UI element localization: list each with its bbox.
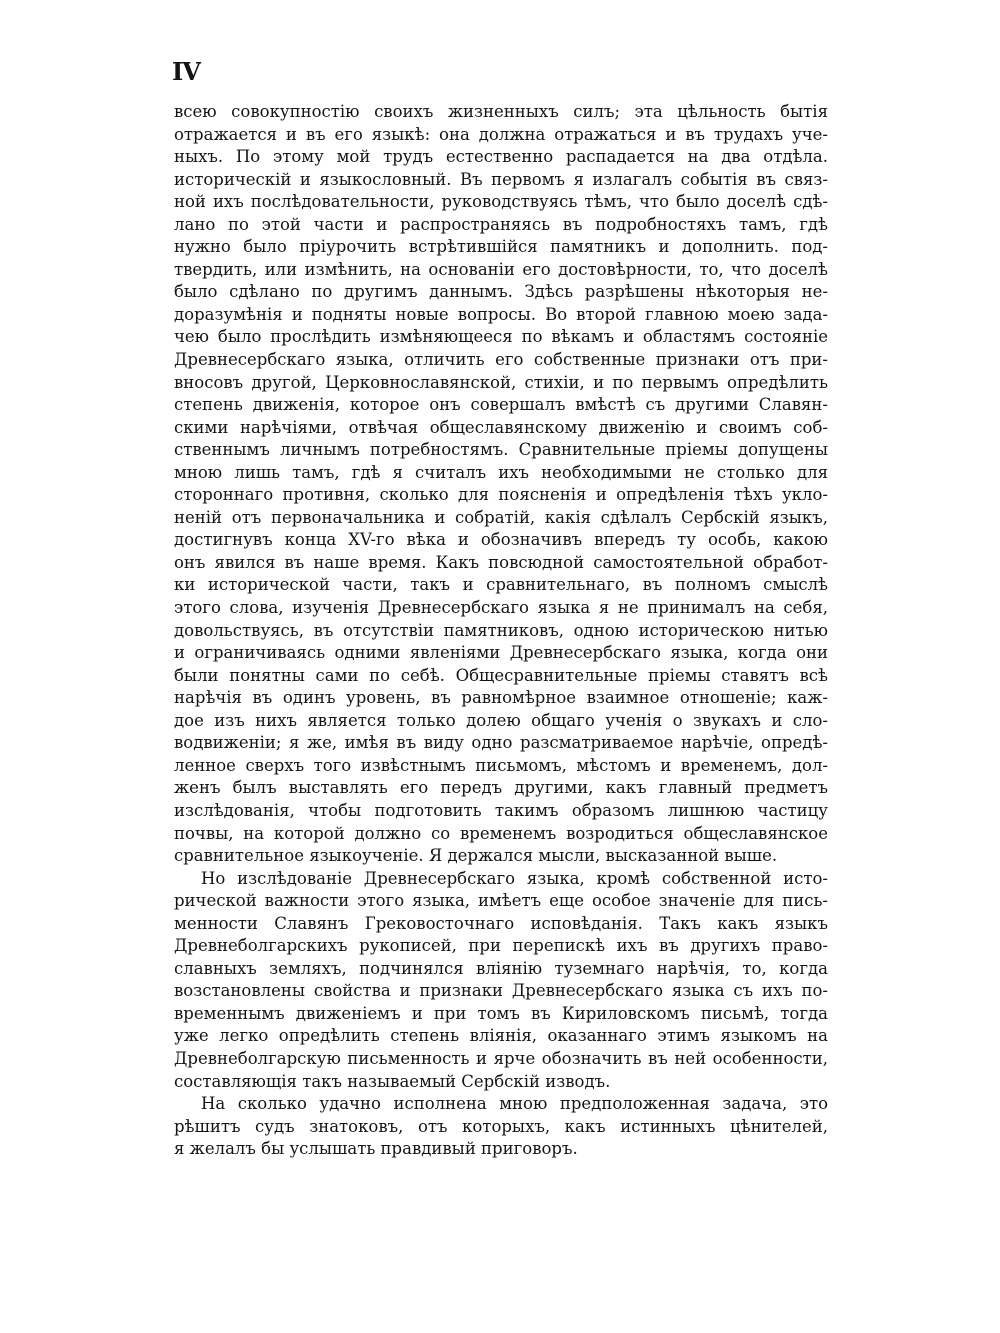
text-line: доразумѣнія и подняты новые вопросы. Во второй главною моею зада-: [174, 304, 828, 324]
text-line: довольствуясь, въ отсутствіи памятниковъ, одною историческою нитью: [174, 620, 828, 640]
text-line: водвиженіи; я же, имѣя въ виду одно разсматриваемое нарѣчіе, опредѣ-: [174, 733, 828, 753]
text-line: женъ былъ выставлять его передъ другими, какъ главный предметъ: [174, 778, 828, 798]
text-line: рической важности этого языка, имѣетъ еще особое значеніе для пись-: [174, 891, 828, 911]
text-line: нужно было пріурочить встрѣтившійся памятникъ и дополнить. под-: [174, 237, 828, 257]
text-line: Древнеболгарскихъ рукописей, при перепискѣ ихъ въ другихъ право-: [174, 936, 828, 956]
text-line: скими нарѣчіями, отвѣчая общеславянскому движенію и своимъ соб-: [174, 417, 828, 437]
text-line: Древнесербскаго языка, отличить его собственные признаки отъ при-: [174, 350, 828, 370]
text-line: Древнеболгарскую письменность и ярче обозначить въ ней особенности,: [174, 1048, 828, 1068]
text-line: уже легко опредѣлить степень вліянія, оказаннаго этимъ языкомъ на: [174, 1026, 828, 1046]
text-line: изслѣдованія, чтобы подготовить такимъ образомъ лишнюю частицу: [174, 800, 828, 820]
text-line: стороннаго противня, сколько для поясненія и опредѣленія тѣхъ укло-: [174, 485, 828, 505]
text-line: достигнувъ конца XV-го вѣка и обозначивъ впередъ ту особь, какою: [174, 530, 828, 550]
text-line: неній отъ первоначальника и собратій, какія сдѣлалъ Сербскій языкъ,: [174, 507, 828, 527]
text-line: были понятны сами по себѣ. Общесравнительные пріемы ставятъ всѣ: [174, 665, 828, 685]
text-line: историческій и языкословный. Въ первомъ я излагалъ событія въ связ-: [174, 169, 828, 189]
text-line: твердить, или измѣнить, на основаніи его достовѣрности, то, что доселѣ: [174, 259, 828, 279]
text-line: лано по этой части и распространяясь въ подробностяхъ тамъ, гдѣ: [174, 214, 828, 234]
text-line: степень движенія, которое онъ совершалъ вмѣстѣ съ другими Славян-: [174, 395, 828, 415]
text-line: было сдѣлано по другимъ даннымъ. Здѣсь разрѣшены нѣкоторыя не-: [174, 282, 828, 302]
text-line: я желалъ бы услышать правдивый приговоръ.: [174, 1139, 578, 1159]
text-line: онъ явился въ наше время. Какъ повсюдной самостоятельной обработ-: [174, 552, 828, 572]
text-line: составляющія такъ называемый Сербскій изводъ.: [174, 1071, 611, 1091]
body-text: [174, 101, 828, 1161]
page-number: IV: [172, 57, 200, 86]
text-line: ной ихъ послѣдовательности, руководствуясь тѣмъ, что было доселѣ сдѣ-: [174, 192, 828, 212]
text-line: этого слова, изученія Древнесербскаго языка я не принималъ на себя,: [174, 598, 828, 618]
paragraph-start-line: На сколько удачно исполнена мною предположенная задача, это: [201, 1094, 828, 1114]
text-line: вносовъ другой, Церковнославянской, стихіи, и по первымъ опредѣлить: [174, 372, 828, 392]
text-line: нарѣчія въ одинъ уровень, въ равномѣрное взаимное отношеніе; каж-: [174, 688, 828, 708]
text-line: временнымъ движеніемъ и при томъ въ Кириловскомъ письмѣ, тогда: [174, 1003, 828, 1023]
text-line: рѣшитъ судъ знатоковъ, отъ которыхъ, какъ истинныхъ цѣнителей,: [174, 1116, 828, 1136]
text-line: и ограничиваясь одними явленіями Древнесербскаго языка, когда они: [174, 643, 828, 663]
text-line: мною лишь тамъ, гдѣ я считалъ ихъ необходимыми не столько для: [174, 462, 828, 482]
text-line: отражается и въ его языкѣ: она должна отражаться и въ трудахъ уче-: [174, 124, 828, 144]
text-line: ленное сверхъ того извѣстнымъ письмомъ, мѣстомъ и временемъ, дол-: [174, 755, 828, 775]
text-line: почвы, на которой должно со временемъ возродиться общеславянское: [174, 823, 828, 843]
text-line: сравнительное языкоученіе. Я держался мысли, высказанной выше.: [174, 846, 778, 866]
text-line: чею было прослѣдить измѣняющееся по вѣкамъ и областямъ состояніе: [174, 327, 828, 347]
text-line: возстановлены свойства и признаки Древнесербскаго языка съ ихъ по-: [174, 981, 828, 1001]
paragraph-start-line: Но изслѣдованіе Древнесербскаго языка, кромѣ собственной исто-: [201, 868, 828, 888]
text-line: славныхъ земляхъ, подчинялся вліянію туземнаго нарѣчія, то, когда: [174, 958, 828, 978]
text-line: дое изъ нихъ является только долею общаго ученія о звукахъ и сло-: [174, 710, 828, 730]
text-line: всею совокупностію своихъ жизненныхъ силъ; эта цѣльность бытія: [174, 102, 828, 121]
text-line: ки исторической части, такъ и сравнительнаго, въ полномъ смыслѣ: [174, 575, 828, 595]
text-line: менности Славянъ Грековосточнаго исповѣданія. Такъ какъ языкъ: [174, 913, 828, 933]
text-line: ственнымъ личнымъ потребностямъ. Сравнительные пріемы допущены: [174, 440, 828, 460]
text-line: ныхъ. По этому мой трудъ естественно распадается на два отдѣла.: [174, 147, 828, 167]
